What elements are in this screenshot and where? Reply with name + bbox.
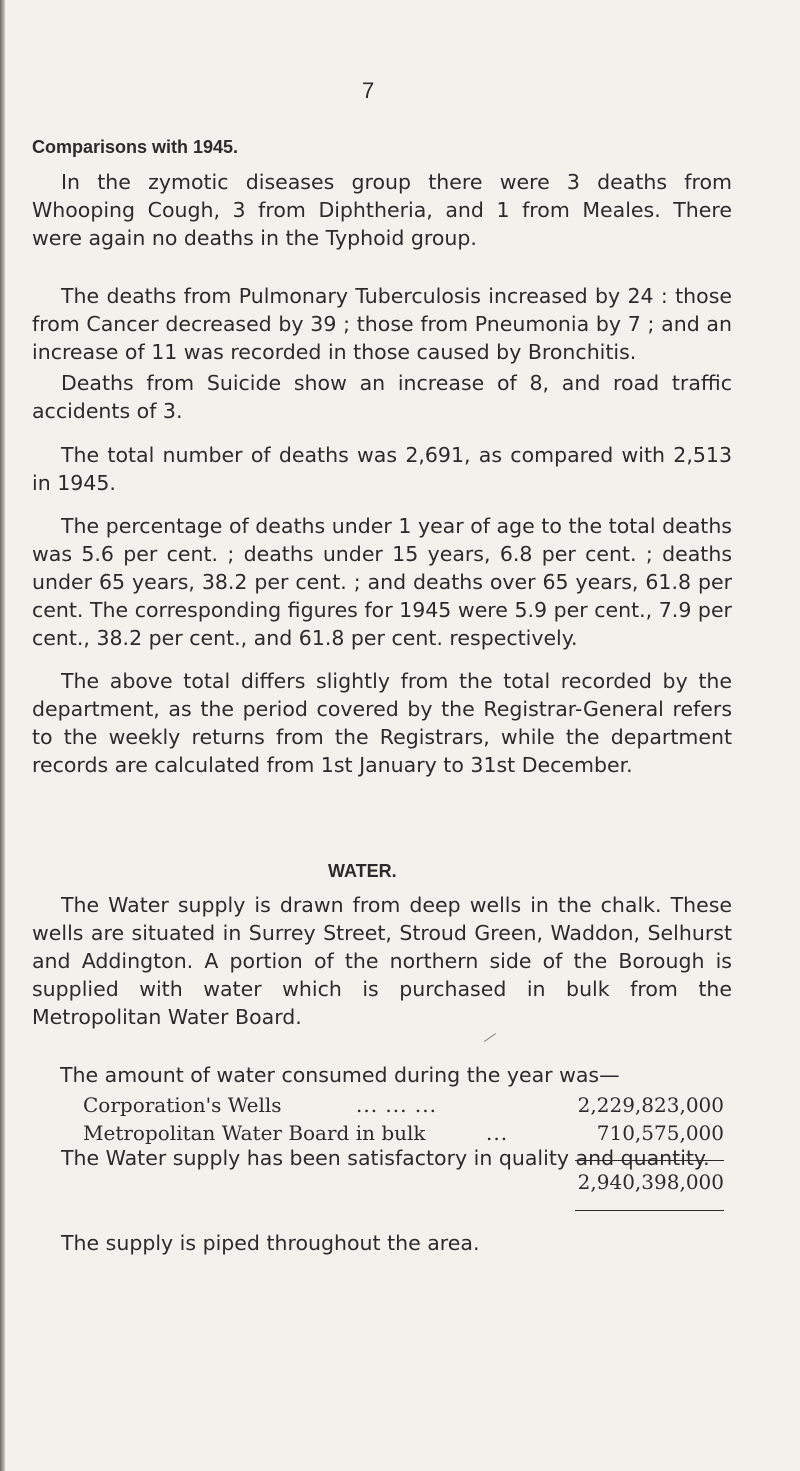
water-table-row	[83, 1093, 724, 1123]
paragraph-water-quality: The Water supply has been satisfactory in quality and quantity.	[61, 1146, 710, 1170]
paragraph-water-supply: The Water supply is drawn from deep wells in the chalk. These wells are situated in Surrey Street, Stroud Green, Waddon, Selhurst and Addington. A portion of the northern side of the Borough is supplied with water which is purchased in bulk from the Metropolitan Water Board.	[32, 893, 732, 1029]
row-label: Corporation's Wells	[83, 1093, 282, 1117]
paragraph-zymotic: In the zymotic diseases group there were 3 deaths from Whooping Cough, 3 from Diphtheria, and 1 from Meales. There were again no deaths in the Typhoid group.	[32, 170, 732, 250]
row-leader-dots: ...	[486, 1121, 509, 1145]
page-number: 7	[362, 78, 375, 103]
row-leader-dots: ... ... ...	[356, 1093, 437, 1117]
paragraph-suicide: Deaths from Suicide show an increase of 8, and road traffic accidents of 3.	[32, 371, 732, 423]
row-label: Metropolitan Water Board in bulk	[83, 1121, 426, 1145]
water-total-value: 2,940,398,000	[577, 1170, 724, 1194]
total-rule-bottom	[575, 1210, 724, 1211]
page-edge	[0, 0, 5, 1471]
paragraph-tuberculosis: The deaths from Pulmonary Tuberculosis increased by 24 : those from Cancer decreased by 39 ; those from Pneumonia by 7 ; and an increase of 11 was recorded in those caused by Bronchitis.	[32, 284, 732, 364]
pencil-tick-mark	[484, 1033, 496, 1042]
paragraph-total-deaths: The total number of deaths was 2,691, as compared with 2,513 in 1945.	[32, 443, 732, 495]
paragraph-water-piped: The supply is piped throughout the area.	[61, 1231, 480, 1255]
water-heading: WATER.	[328, 861, 397, 881]
row-value: 2,229,823,000	[577, 1093, 724, 1117]
paragraph-registrar: The above total differs slightly from the total recorded by the department, as the period covered by the Registrar-General refers to the weekly returns from the Registrars, while the department records are calculated from 1st January to 31st December.	[32, 669, 732, 777]
row-value: 710,575,000	[596, 1121, 724, 1145]
section-heading: Comparisons with 1945.	[32, 137, 239, 157]
paragraph-percentages: The percentage of deaths under 1 year of age to the total deaths was 5.6 per cent. ; deaths under 15 years, 6.8 per cent. ; deaths under 65 years, 38.2 per cent. ; and deaths over 65 years, 61.8 per cent. The corresponding figures for 1945 were 5.9 per cent., 7.9 per cent., 38.2 per cent., and 61.8 per cent. respectively.	[32, 514, 732, 650]
water-consumed-intro: The amount of water consumed during the year was—	[60, 1063, 620, 1087]
